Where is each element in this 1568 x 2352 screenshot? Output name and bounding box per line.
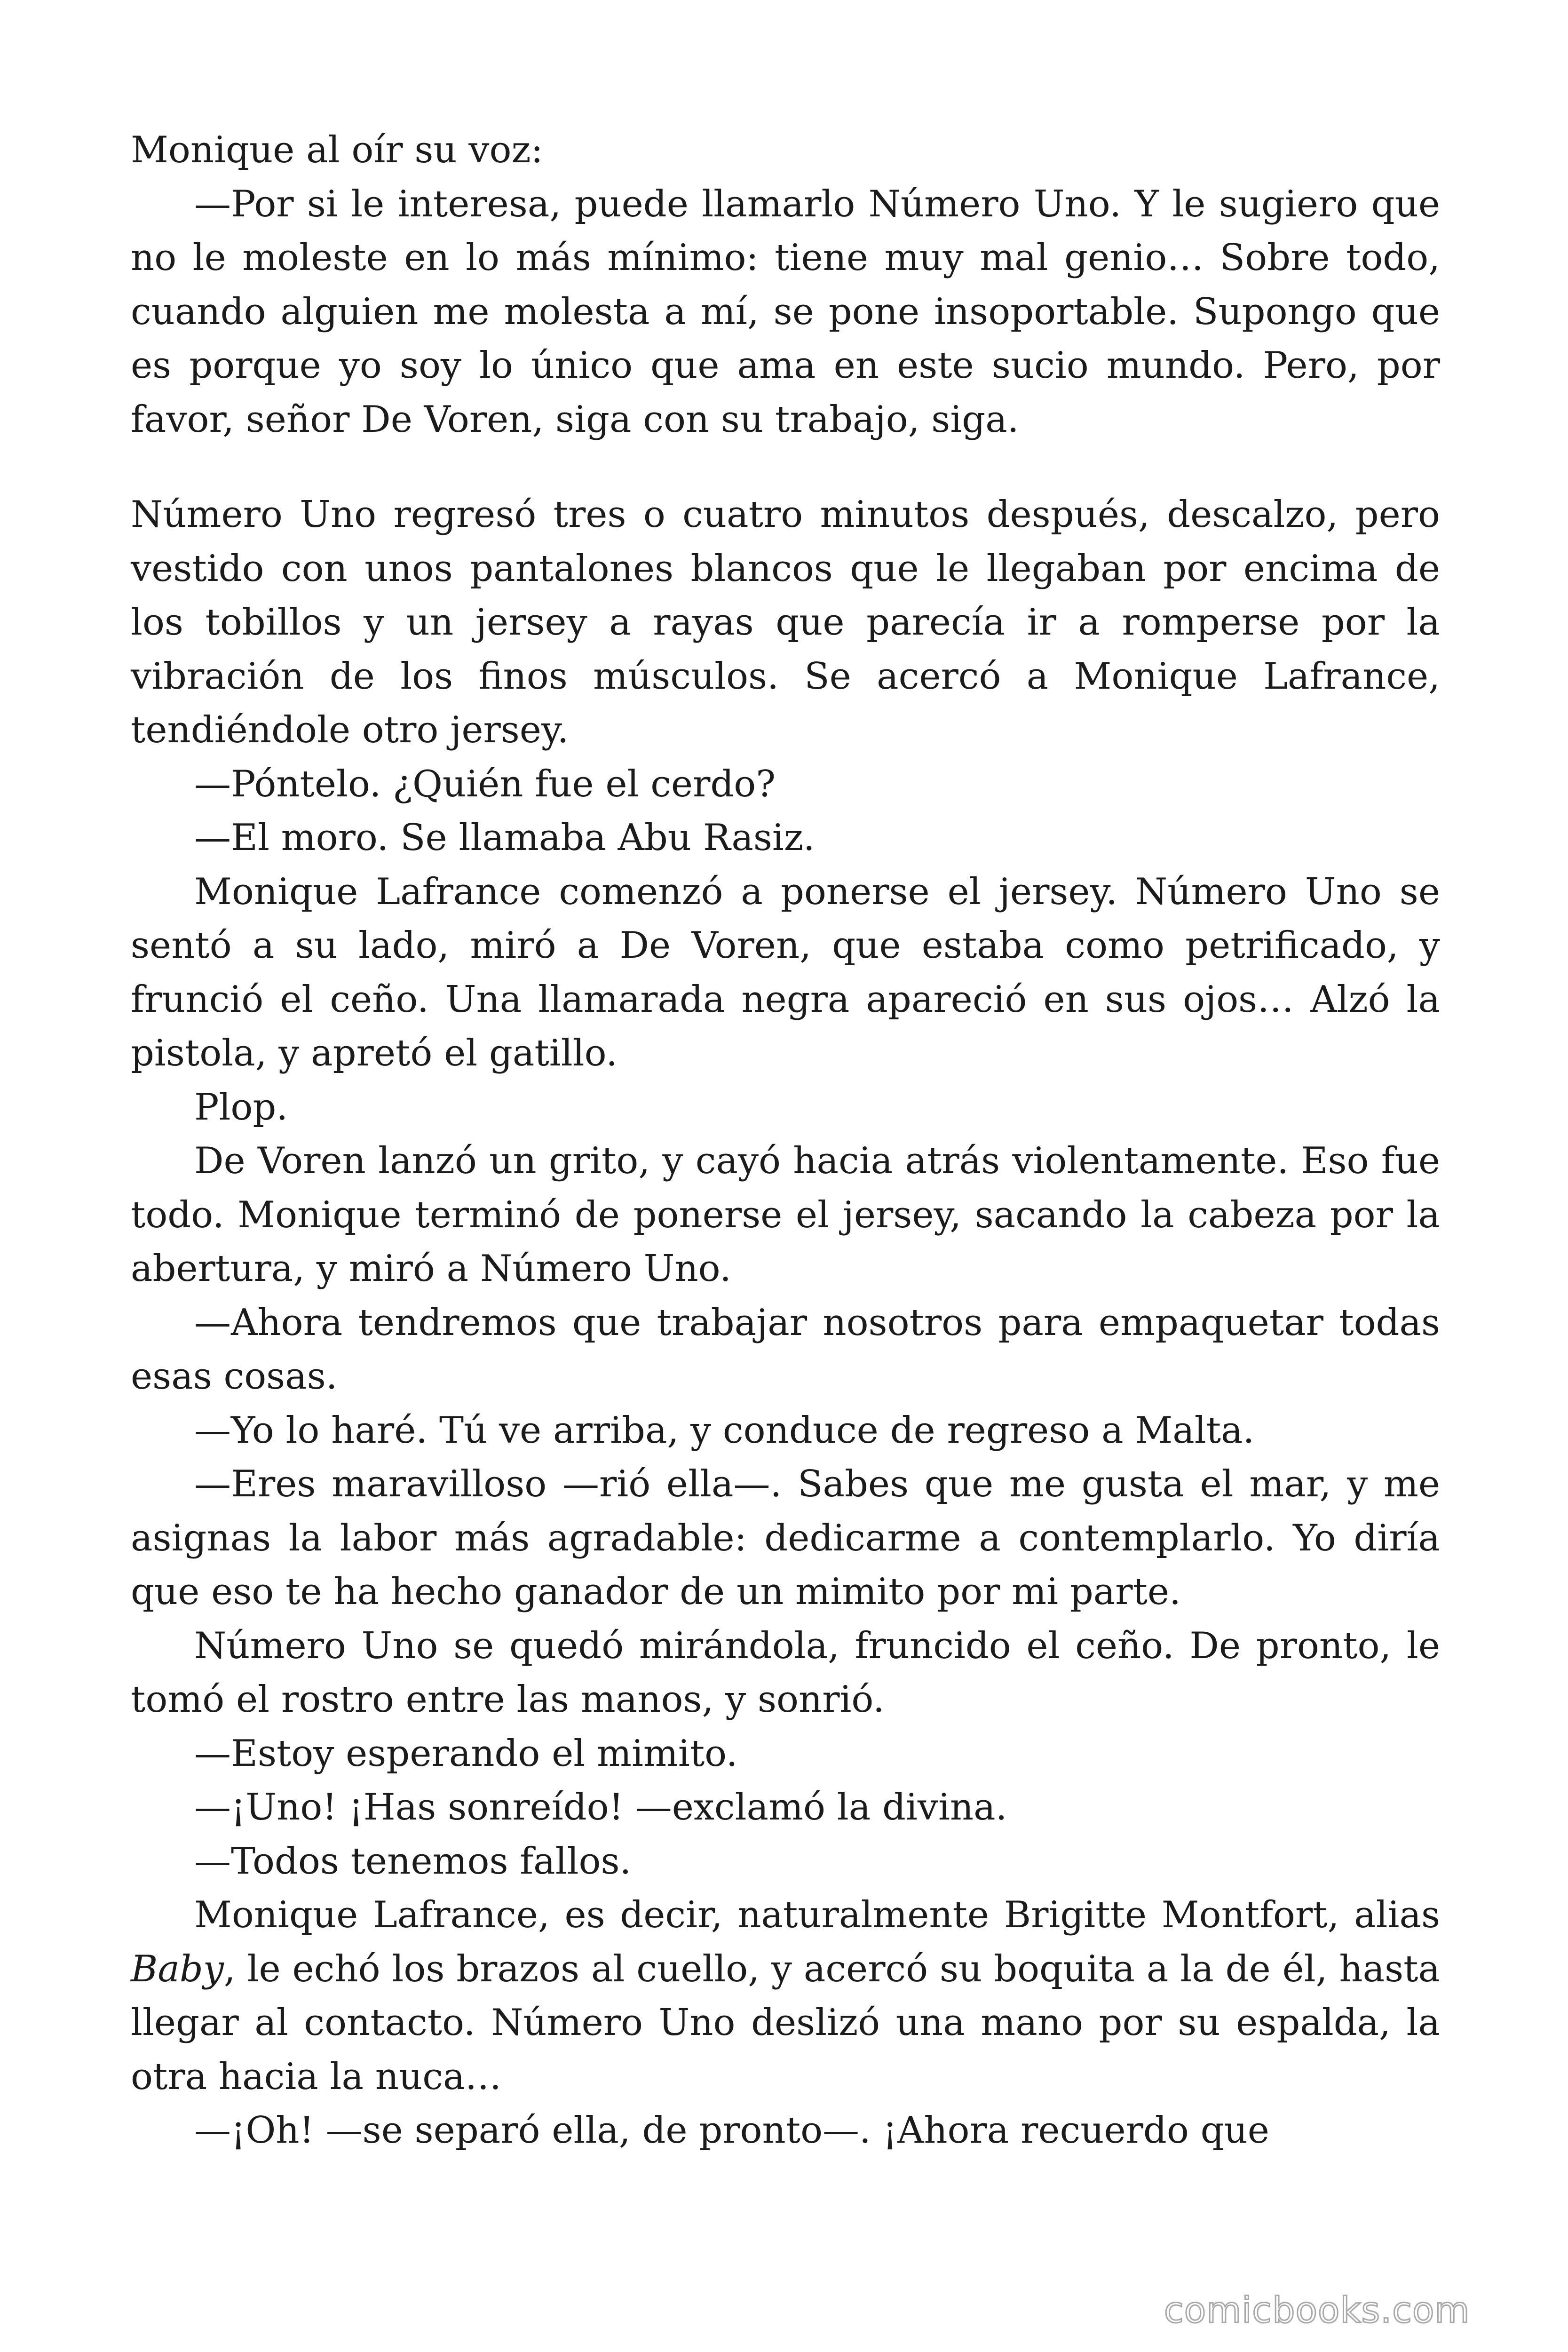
paragraph: —¡Oh! —se separó ella, de pronto—. ¡Ahora recuerdo que <box>194 2109 1269 2152</box>
paragraph-text: , le echó los brazos al cuello, y acercó su boquita a la de él, hasta llegar al contacto. Número Uno deslizó una mano por su espalda, la otra hacia la nuca… <box>131 1947 1440 2098</box>
watermark-logo: comicbooks.com <box>1164 2289 1470 2331</box>
paragraph: —Por si le interesa, puede llamarlo Número Uno. Y le sugiero que no le moleste en lo más mínimo: tiene muy mal genio… Sobre todo, cuando alguien me molesta a mí, se pone insoportable. Supongo que es porque yo soy lo único que ama en este sucio mundo. Pero, por favor, señor De Voren, siga con su trabajo, siga. <box>131 183 1440 441</box>
paragraph: Número Uno se quedó mirándola, fruncido el ceño. De pronto, le tomó el rostro entre las manos, y sonrió. <box>131 1624 1440 1721</box>
paragraph: Monique al oír su voz: <box>131 129 543 171</box>
paragraph: —Eres maravilloso —rió ella—. Sabes que me gusta el mar, y me asignas la labor más agradable: dedicarme a contemplarlo. Yo diría que eso te ha hecho ganador de un mimito por mi parte. <box>131 1463 1440 1613</box>
paragraph: —Estoy esperando el mimito. <box>194 1732 738 1775</box>
paragraph: —El moro. Se llamaba Abu Rasiz. <box>194 817 815 859</box>
paragraph: —Yo lo haré. Tú ve arriba, y conduce de regreso a Malta. <box>194 1409 1255 1452</box>
paragraph: Número Uno regresó tres o cuatro minutos después, descalzo, pero vestido con unos pantalones blancos que le llegaban por encima de los tobillos y un jersey a rayas que parecía ir a romperse por la vibración de los finos músculos. Se acercó a Monique Lafrance, tendiéndole otro jersey. <box>131 493 1440 751</box>
paragraph: Monique Lafrance comenzó a ponerse el jersey. Número Uno se sentó a su lado, miró a De Voren, que estaba como petrificado, y frunció el ceño. Una llamarada negra apareció en sus ojos… Alzó la pistola, y apretó el gatillo. <box>131 870 1440 1074</box>
paragraph: Plop. <box>194 1086 288 1128</box>
paragraph: —Póntelo. ¿Quién fue el cerdo? <box>194 763 776 805</box>
paragraph-text: Monique Lafrance, es decir, naturalmente Brigitte Montfort, alias <box>194 1894 1440 1936</box>
paragraph: —Todos tenemos fallos. <box>194 1840 632 1883</box>
paragraph <box>131 1888 1440 2104</box>
italic-name: Baby <box>131 1947 224 1990</box>
paragraph: —Ahora tendremos que trabajar nosotros para empaquetar todas esas cosas. <box>131 1301 1440 1398</box>
paragraph: De Voren lanzó un grito, y cayó hacia atrás violentamente. Eso fue todo. Monique terminó de ponerse el jersey, sacando la cabeza por la abertura, y miró a Número Uno. <box>131 1140 1440 1290</box>
paragraph: —¡Uno! ¡Has sonreído! —exclamó la divina. <box>194 1786 1007 1828</box>
page-text <box>131 123 1440 2158</box>
